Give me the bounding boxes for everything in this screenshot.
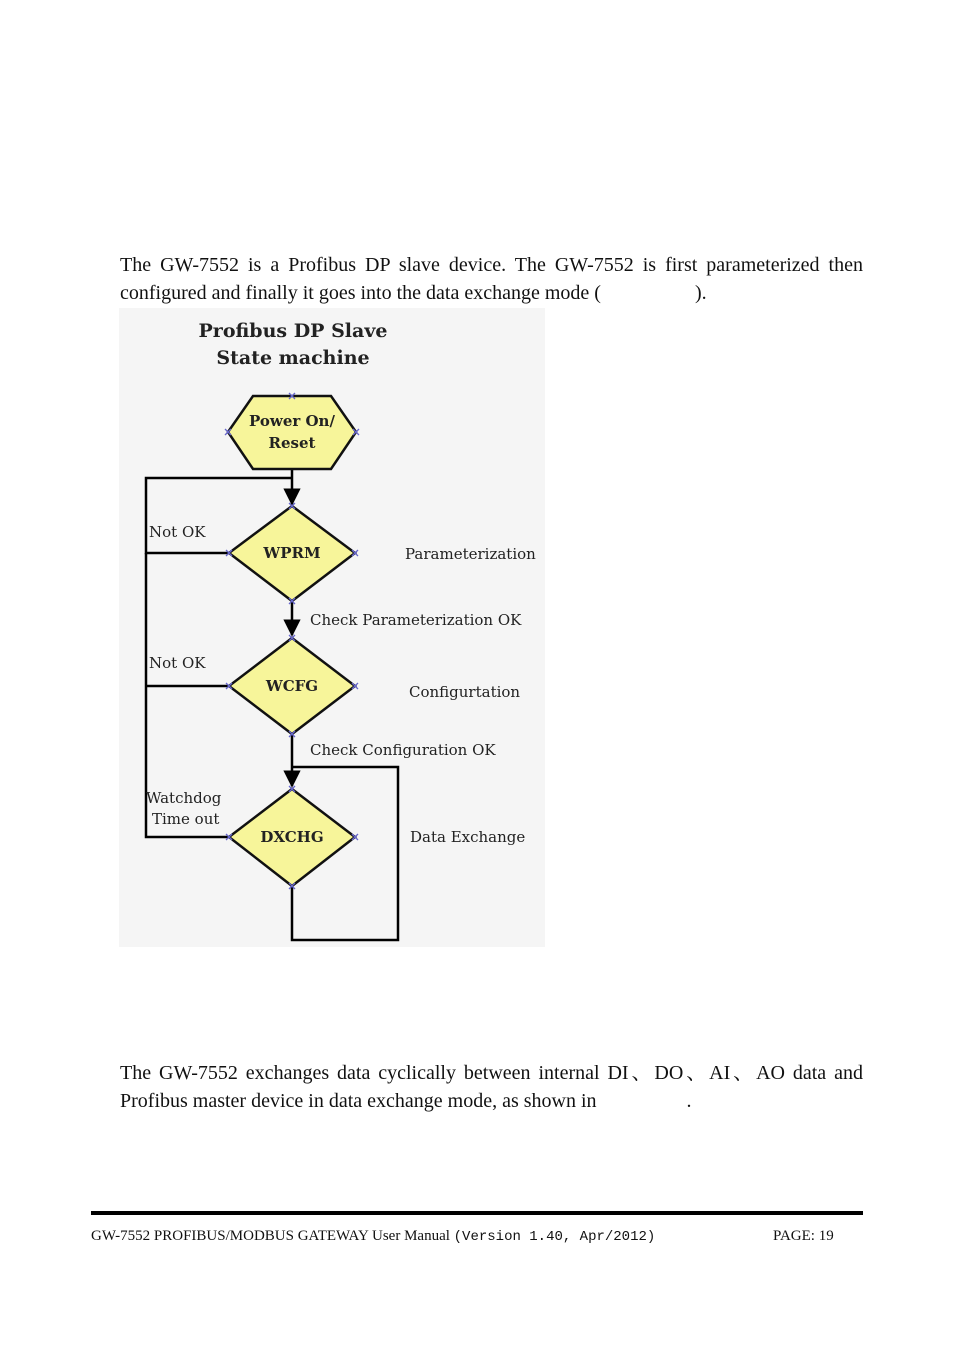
data-exchange-text: The GW-7552 exchanges data cyclically between internal DI、DO、AI、AO data and Profibus master device in data exchange mode, as shown in bbox=[120, 1062, 863, 1112]
footer-page-number: PAGE: 19 bbox=[773, 1228, 834, 1244]
dxchg-fail-label-line1: Watchdog bbox=[146, 789, 222, 807]
dxchg-fail-label-line2: Time out bbox=[152, 810, 220, 828]
start-hexagon bbox=[228, 396, 356, 469]
intro-text-end: ). bbox=[694, 282, 707, 304]
wprm-fail-label: Not OK bbox=[149, 523, 206, 541]
state-wcfg-label: WCFG bbox=[265, 677, 319, 695]
wprm-description: Parameterization bbox=[405, 545, 536, 563]
state-machine-diagram bbox=[119, 308, 545, 947]
data-exchange-paragraph bbox=[120, 1059, 863, 1115]
transition-config-ok: Check Configuration OK bbox=[310, 741, 496, 759]
intro-text: The GW-7552 is a Profibus DP slave device. The GW-7552 is first parameterized then configured and finally it goes into the data exchange mode ( bbox=[120, 254, 863, 304]
data-exchange-text-end: . bbox=[686, 1090, 692, 1112]
intro-paragraph bbox=[120, 251, 863, 307]
transition-param-ok: Check Parameterization OK bbox=[310, 611, 522, 629]
footer-manual bbox=[91, 1228, 655, 1245]
wcfg-fail-label: Not OK bbox=[149, 654, 206, 672]
wcfg-description: Configurtation bbox=[409, 683, 521, 701]
footer-rule bbox=[91, 1211, 863, 1215]
state-dxchg-label: DXCHG bbox=[260, 828, 324, 846]
state-machine-svg bbox=[119, 308, 545, 947]
diagram-title-line2: State machine bbox=[216, 347, 370, 369]
start-label-line2: Reset bbox=[268, 434, 316, 452]
footer-manual-title: GW-7552 PROFIBUS/MODBUS GATEWAY User Manual bbox=[91, 1228, 450, 1244]
start-label-line1: Power On/ bbox=[249, 412, 335, 430]
diagram-title-line1: Profibus DP Slave bbox=[198, 320, 388, 342]
footer-version: (Version 1.40, Apr/2012) bbox=[453, 1229, 656, 1245]
state-wprm-label: WPRM bbox=[263, 544, 321, 562]
dxchg-description: Data Exchange bbox=[410, 828, 526, 846]
